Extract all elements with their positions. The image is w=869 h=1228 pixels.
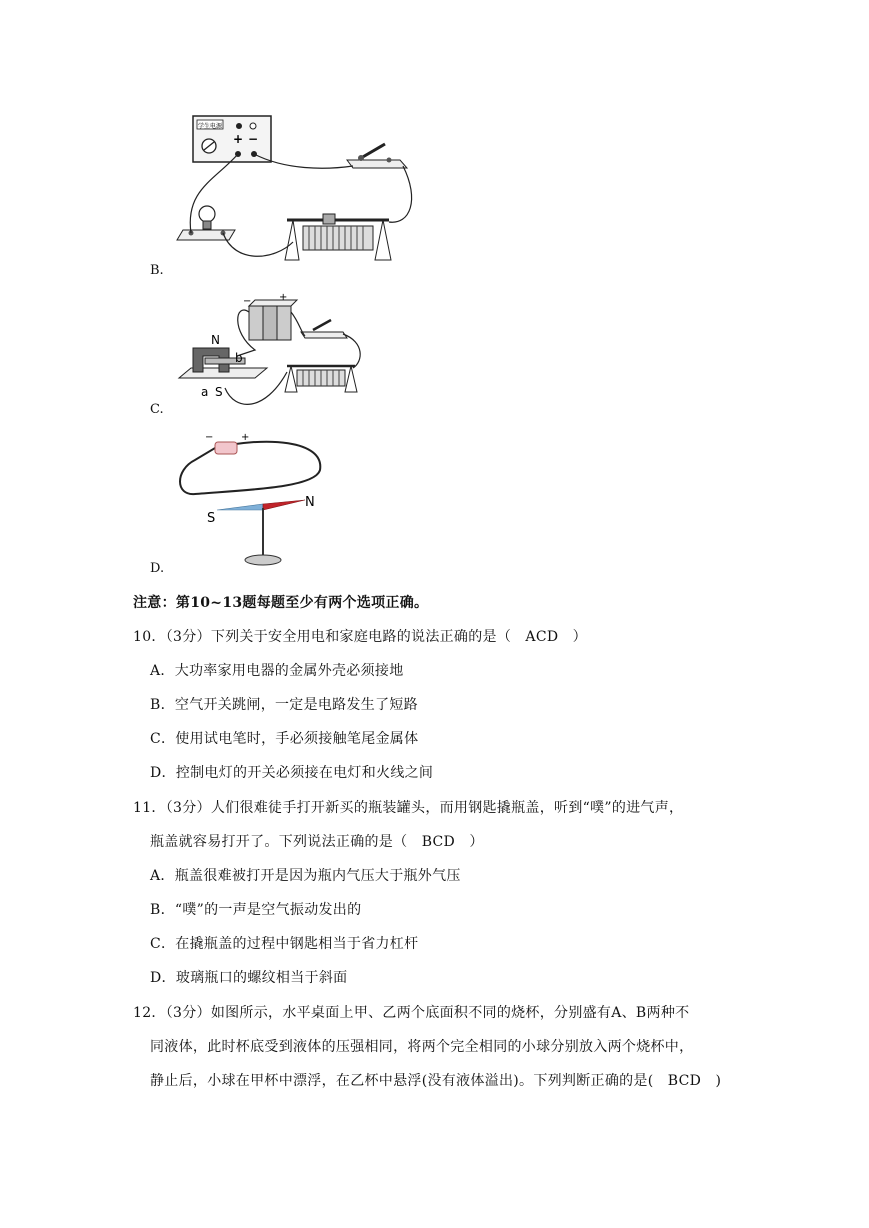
q11-stem-line1: 11．（3分）人们很难徒手打开新买的瓶装罐头，而用钢匙撬瓶盖，听到“噗”的进气声， (133, 800, 684, 816)
q11-option-d: D．玻璃瓶口的螺纹相当于斜面 (150, 970, 348, 986)
magnet-n: N (211, 333, 220, 347)
q11-option-c: C．在撬瓶盖的过程中钢匙相当于省力杠杆 (150, 936, 419, 952)
figure-c-circuit (175, 292, 375, 414)
rheostat-c (285, 366, 357, 392)
magnet-s: S (215, 385, 223, 399)
light-bulb (177, 206, 235, 240)
supply-label: 学生电源 (198, 123, 223, 130)
label-a: a (201, 385, 209, 399)
q11-option-a: A．瓶盖很难被打开是因为瓶内气压大于瓶外气压 (150, 868, 461, 884)
battery-plus-c: + (279, 292, 288, 303)
figure-c-letter: C. (150, 402, 164, 417)
compass-needle (207, 495, 315, 565)
supply-plus: + (233, 132, 244, 146)
figure-d-oersted (175, 430, 335, 570)
horseshoe-magnet (179, 333, 267, 399)
wire-loop (180, 442, 320, 494)
q12-stem-line1: 12．（3分）如图所示，水平桌面上甲、乙两个底面积不同的烧杯，分别盛有A、B两种不 (133, 1005, 690, 1021)
battery-plus-d: + (241, 432, 250, 443)
switch-c (301, 320, 347, 338)
knife-switch (347, 144, 407, 168)
figure-d-letter: D. (150, 561, 165, 576)
battery-pack (243, 292, 297, 340)
label-b: b (235, 351, 243, 365)
needle-s: S (207, 511, 216, 526)
q10-option-a: A．大功率家用电器的金属外壳必须接地 (150, 663, 404, 679)
q12-stem-line2: 同液体，此时杯底受到液体的压强相同，将两个完全相同的小球分别放入两个烧杯中， (150, 1039, 694, 1055)
rheostat (285, 214, 391, 260)
supply-minus: − (248, 132, 259, 146)
battery-minus-d: − (205, 432, 214, 443)
q10-stem: 10．（3分）下列关于安全用电和家庭电路的说法正确的是（ ACD ） (133, 629, 587, 645)
figure-b-letter: B. (150, 263, 164, 278)
multi-answer-note: 注意：第10~13题每题至少有两个选项正确。 (133, 595, 429, 611)
q11-stem-line2: 瓶盖就容易打开了。下列说法正确的是（ BCD ） (150, 834, 484, 850)
q10-option-c: C．使用试电笔时，手必须接触笔尾金属体 (150, 731, 419, 747)
battery-minus-c: − (243, 296, 252, 307)
q10-option-d: D．控制电灯的开关必须接在电灯和火线之间 (150, 765, 434, 781)
needle-n: N (305, 495, 315, 510)
q11-option-b: B．“噗”的一声是空气振动发出的 (150, 902, 362, 918)
q10-option-b: B．空气开关跳闸，一定是电路发生了短路 (150, 697, 418, 713)
figure-b-circuit (175, 110, 415, 270)
q12-stem-line3: 静止后，小球在甲杯中漂浮，在乙杯中悬浮(没有液体溢出)。下列判断正确的是( BCD ) (150, 1073, 722, 1089)
